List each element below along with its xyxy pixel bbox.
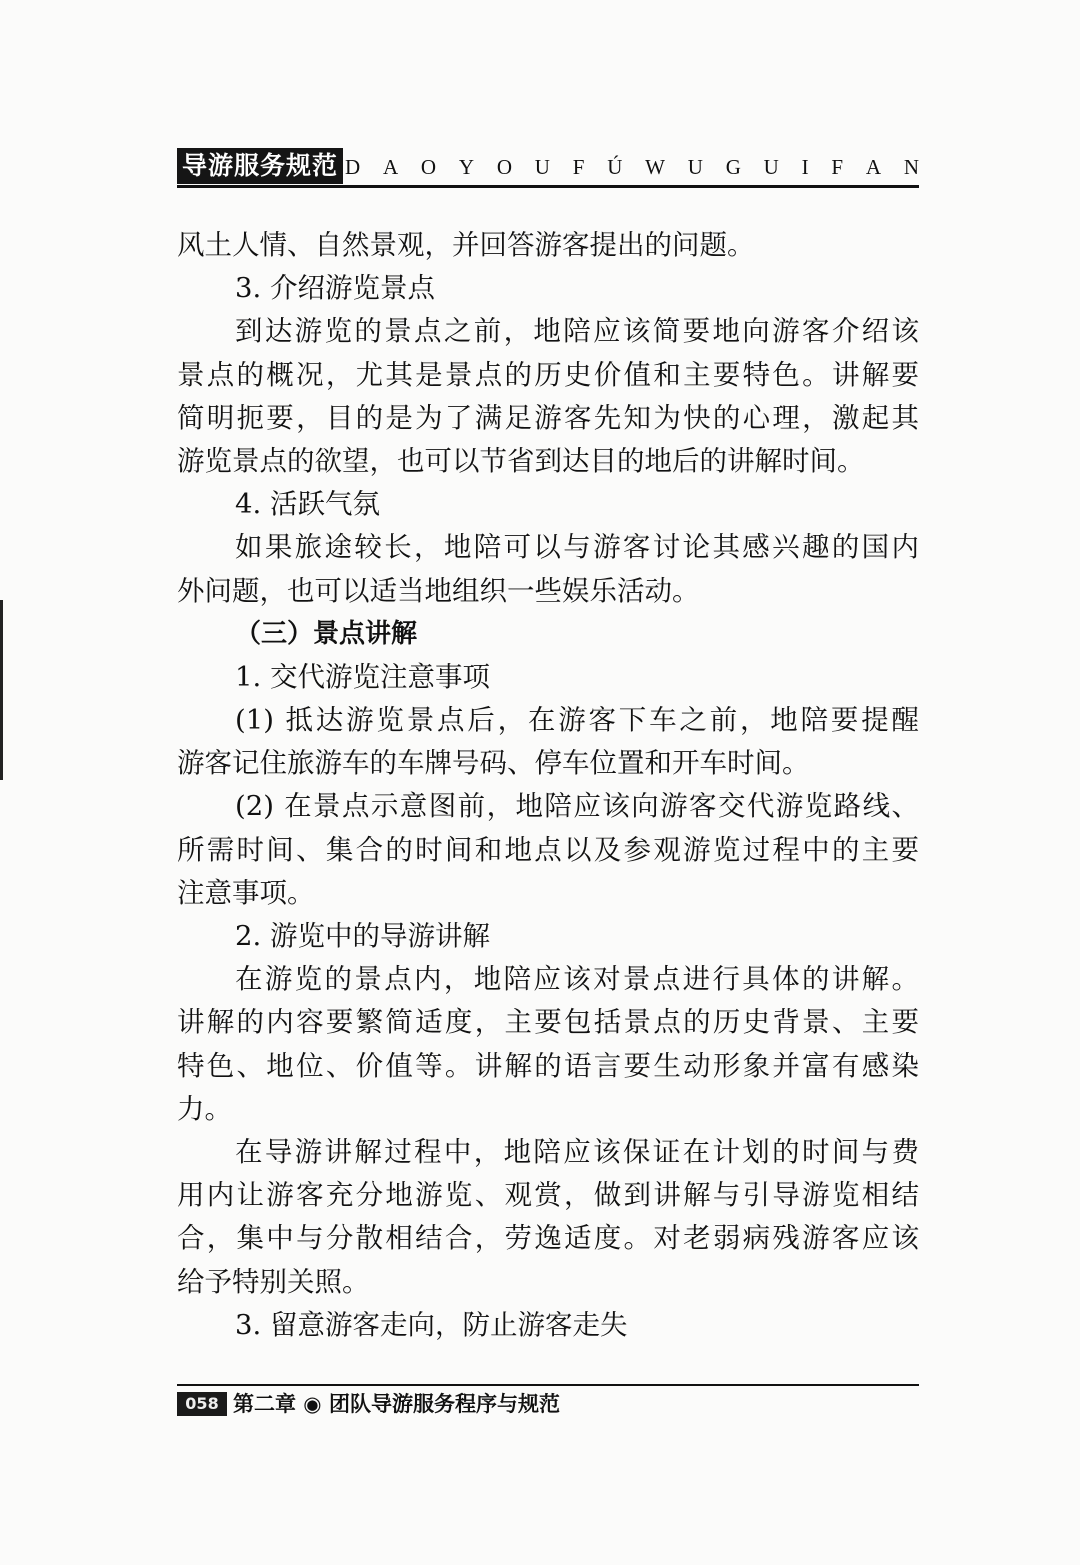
pinyin-letter: U (687, 154, 703, 179)
running-footer (177, 1384, 919, 1424)
section-heading: 4. 活跃气氛 (235, 488, 380, 521)
footer-rule (177, 1384, 919, 1386)
body-line: 到达游览的景点之前，地陪应该简要地向游客介绍该 (235, 315, 919, 348)
pinyin-letter: F (572, 154, 585, 179)
pinyin-letter: Y (458, 154, 475, 179)
body-line: 讲解的内容要繁简适度，主要包括景点的历史背景、主要 (177, 1006, 919, 1039)
body-line: 特色、地位、价值等。讲解的语言要生动形象并富有感染 (177, 1049, 919, 1082)
body-line: 游客记住旅游车的车牌号码、停车位置和开车时间。 (177, 747, 810, 780)
pinyin-letter: F (831, 154, 844, 179)
body-line: 用内让游客充分地游览、观赏，做到讲解与引导游览相结 (177, 1179, 919, 1212)
running-header (177, 148, 917, 186)
pinyin-letter: G (725, 154, 741, 179)
pinyin-letter: W (645, 154, 665, 179)
page-body (177, 224, 919, 1347)
pinyin-title (345, 152, 919, 182)
page-number: 058 (177, 1392, 227, 1416)
body-line: 风土人情、自然景观，并回答游客提出的问题。 (177, 229, 755, 261)
pinyin-letter: O (496, 154, 512, 179)
section-heading: 3. 介绍游览景点 (235, 272, 435, 305)
pinyin-letter: Ú (607, 154, 623, 179)
pinyin-letter: A (865, 154, 882, 179)
section-heading: 3. 留意游客走向，防止游客走失 (235, 1308, 628, 1341)
book-title-badge: 导游服务规范 (177, 148, 343, 184)
body-line: 如果旅途较长，地陪可以与游客讨论其感兴趣的国内 (235, 531, 919, 564)
body-line: 外问题，也可以适当地组织一些娱乐活动。 (177, 574, 700, 607)
pinyin-letter: I (801, 154, 809, 179)
body-line: 所需时间、集合的时间和地点以及参观游览过程中的主要 (177, 833, 919, 866)
body-line: (1) 抵达游览景点后，在游客下车之前，地陪要提醒 (235, 704, 919, 737)
pinyin-letter: N (903, 154, 919, 179)
body-line: 给予特别关照。 (177, 1265, 370, 1298)
body-line: 在游览的景点内，地陪应该对景点进行具体的讲解。 (235, 963, 919, 996)
pinyin-letter: D (345, 154, 361, 179)
pinyin-letter: U (534, 154, 550, 179)
body-line: 游览景点的欲望，也可以节省到达目的地后的讲解时间。 (177, 444, 865, 477)
chapter-title: 第二章 ◉ 团队导游服务程序与规范 (233, 1392, 560, 1416)
body-line: 景点的概况，尤其是景点的历史价值和主要特色。讲解要 (177, 358, 919, 391)
body-line: 合，集中与分散相结合，劳逸适度。对老弱病残游客应该 (177, 1222, 919, 1255)
section-heading: 2. 游览中的导游讲解 (235, 920, 490, 952)
header-rule (177, 185, 919, 188)
body-line: 力。 (177, 1092, 232, 1125)
pinyin-letter: O (420, 154, 437, 179)
body-line: 在导游讲解过程中，地陪应该保证在计划的时间与费 (235, 1135, 919, 1168)
pinyin-letter: A (382, 154, 399, 179)
body-line: (2) 在景点示意图前，地陪应该向游客交代游览路线、 (235, 790, 919, 823)
pinyin-letter: U (763, 154, 779, 179)
scan-edge-mark (0, 600, 3, 780)
body-line: 简明扼要，目的是为了满足游客先知为快的心理，激起其 (177, 401, 919, 434)
subsection-heading: （三）景点讲解 (235, 618, 418, 649)
section-heading: 1. 交代游览注意事项 (235, 660, 490, 693)
body-line: 注意事项。 (177, 876, 315, 909)
